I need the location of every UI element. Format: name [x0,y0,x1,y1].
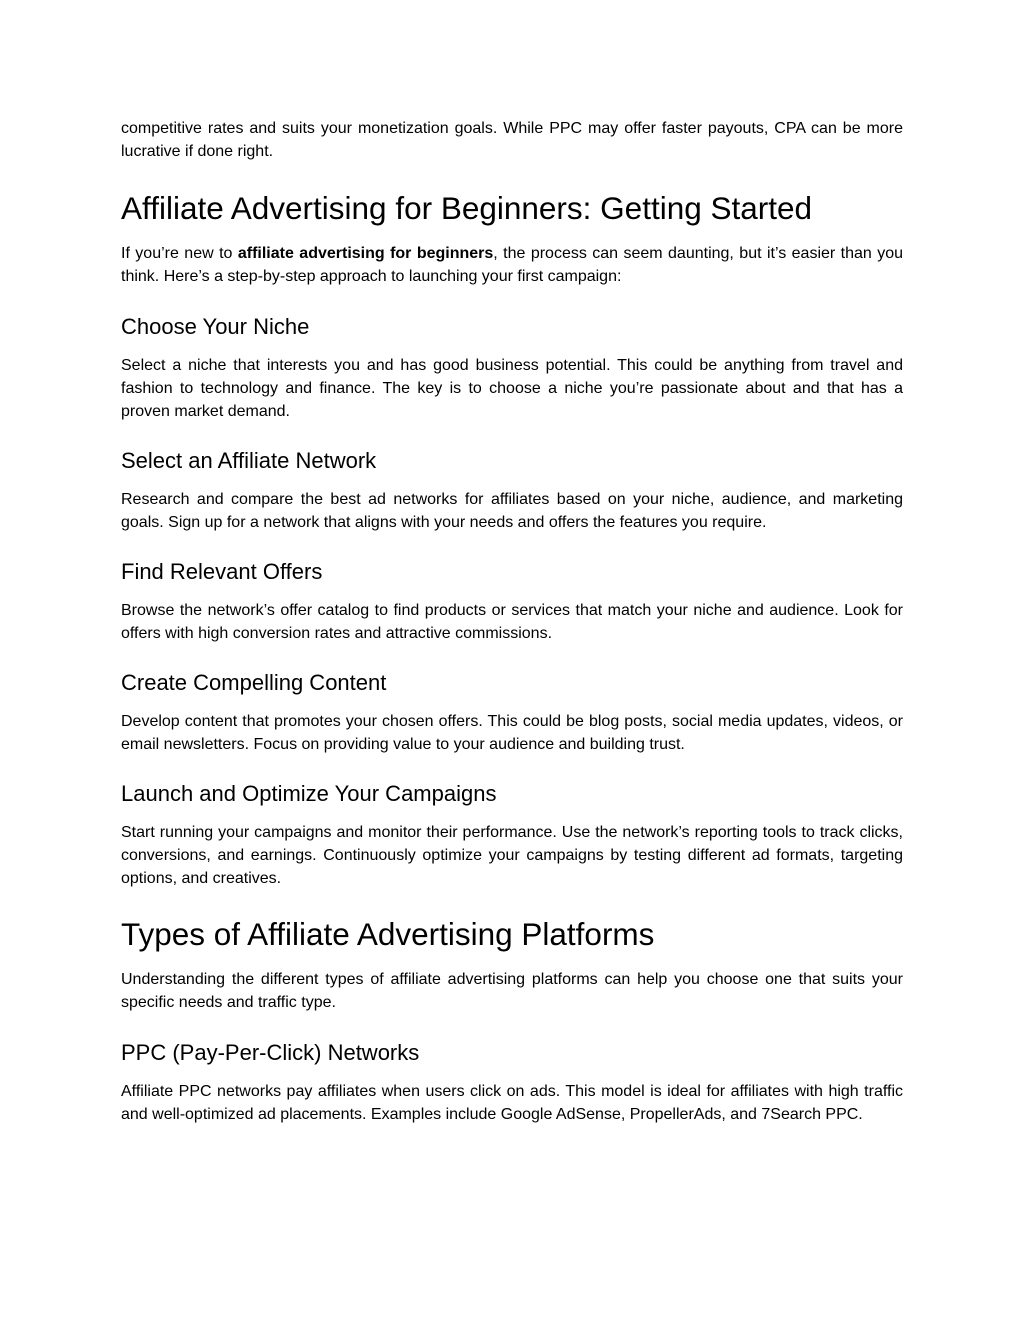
bold-keyword: affiliate advertising for beginners [237,245,494,262]
section-heading-platform-types: Types of Affiliate Advertising Platforms [121,916,655,952]
intro-paragraph: competitive rates and suits your monetization goals. While PPC may offer faster payouts, CPA can be more lucrative if done right. [121,120,903,160]
platform-types-paragraph: Understanding the different types of affiliate advertising platforms can help you choose one that suits your specific needs and traffic type. [121,971,903,1011]
paragraph-text-before: If you’re new to [121,245,238,262]
step-heading-select-network: Select an Affiliate Network [121,448,377,473]
document-page [121,117,903,1126]
paragraph-text-after: , the process can seem daunting, but it’s easier than you think. Here’s a step-by-step approach to launching your first campaign: [121,245,904,285]
step-heading-find-offers: Find Relevant Offers [121,559,323,584]
step-heading-choose-niche: Choose Your Niche [121,314,310,339]
step-paragraph-select-network: Research and compare the best ad networks for affiliates based on your niche, audience, and marketing goals. Sign up for a network that aligns with your needs and offers the features you require. [121,491,903,531]
subheading-ppc-networks: PPC (Pay-Per-Click) Networks [121,1040,420,1065]
ppc-networks-paragraph: Affiliate PPC networks pay affiliates when users click on ads. This model is ideal for affiliates with high traffic and well-optimized ad placements. Examples include Google AdSense, PropellerAds, and 7Search PPC. [121,1083,903,1123]
step-paragraph-choose-niche: Select a niche that interests you and has good business potential. This could be anything from travel and fashion to technology and finance. The key is to choose a niche you’re passionate about and that has a proven market demand. [121,357,903,420]
step-paragraph-launch-optimize: Start running your campaigns and monitor their performance. Use the network’s reporting tools to track clicks, conversions, and earnings. Continuously optimize your campaigns by testing different ad formats, targeting options, and creatives. [121,824,903,887]
step-heading-create-content: Create Compelling Content [121,670,387,695]
getting-started-paragraph [121,242,903,288]
step-heading-launch-optimize: Launch and Optimize Your Campaigns [121,781,497,806]
step-paragraph-find-offers: Browse the network’s offer catalog to find products or services that match your niche and audience. Look for offers with high conversion rates and attractive commissions. [121,602,903,642]
section-heading-getting-started: Affiliate Advertising for Beginners: Getting Started [121,190,813,226]
step-paragraph-create-content: Develop content that promotes your chosen offers. This could be blog posts, social media updates, videos, or email newsletters. Focus on providing value to your audience and building trust. [121,713,903,753]
